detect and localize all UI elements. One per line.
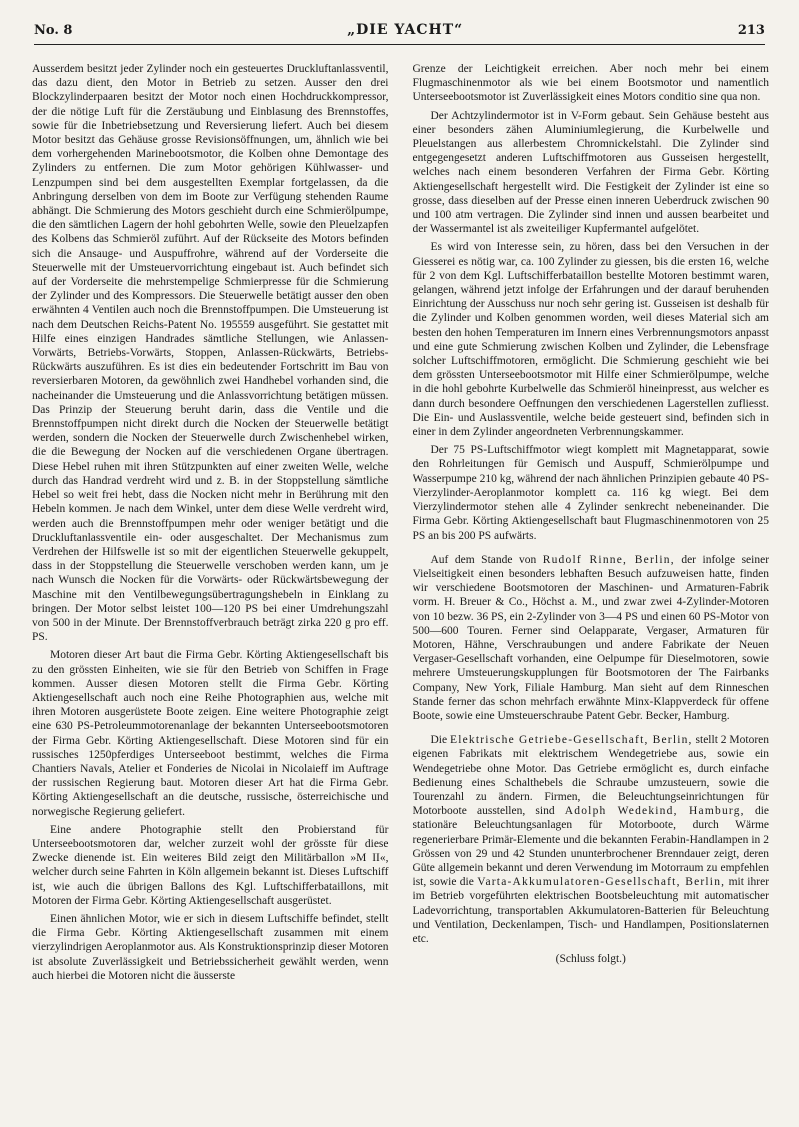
paragraph-body: die stationäre Beleuchtungsanlagen für Motorboote, durch Wärme regenerierbare Primär-Elemente und die bekannten Ferabin-Handlampen in 2 Grössen von 29 und 42 Stunden ununterbrochener Brenndauer zeigt, deren Güte allgemein bekannt und deren Verwendung im Motorraum zu empfehlen ist, sowie die [412, 805, 769, 889]
paragraph-lead: Die [430, 734, 448, 747]
paragraph: Ausserdem besitzt jeder Zylinder noch ein gesteuertes Druckluftanlassventil, das dazu dient, den Motor in Betrieb zu setzen. Ausser den drei Blockzylinderpaaren besitzt der Motor noch einen Hochdruckkompressor, der die nötige Luft für die Zerstäubung und Einblasung des Brennstoffes, sowie für die Inbetriebsetzung und Reversierung liefert. Auch bei diesem Motor besitzt das Gehäuse grosse Revisionsöffnungen, um, ähnlich wie bei dem vorhergehenden Marinebootsmotor, die Kolben ohne Demontage des Zylinders zu entfernen. Die zum Motor gehörigen Kühlwasser- und Lenzpumpen sind bei dem ausgestellten Exemplar fortgelassen, da die Anbringung derselben von dem im Boote zur Verfügung stehenden Raume abhängt. Die Schmierung des Motors geschieht durch eine Schmierölpumpe, die den sämtlichen Lagern der hohl gebohrten Welle, sowie den Pleuelzapfen des Kolbens das Schmieröl zuführt. Auf der Rückseite des Motors befinden sich die Ansauge- und Auspuffrohre, während auf der Vorderseite die Steuerwelle mit der Umsteuervorrichtung eingebaut ist. Auch befindet sich auf der Vorderseite die mehrstempelige Schmierpresse für die Schmierung der Zylinder und des Kompressors. Die Steuerwelle betätigt ausser den oben erwähnten 4 Ventilen auch noch die Brennstoffpumpen. Die Umsteuerung ist nach dem Deutschen Reichs-Patent No. 195559 ausgeführt. Sie gestattet mit Hilfe eines einzigen Handrades sämtliche Stellungen, wie Anlassen-Vorwärts, Betriebs-Vorwärts, Stoppen, Anlassen-Rückwärts, Betriebs-Rückwärts auszuführen. Es ist dies ein bedeutender Fortschritt im Bau von reversierbaren Motoren, da gewöhnlich zwei Handhebel vorhanden sind, die nacheinander die Umsteuerung und die Anlassvorrichtung betätigen müssen. Das Prinzip der Steuerung beruht darin, dass die Ventile und die Brennstoffpumpen nicht direkt durch die Nocken der Steuerwelle betätigt werden, sondern die Nocken der Steuerwelle durch Zwischenhebel wirken, die die Bewegung der Nocken auf die verschiedenen Organe übertragen. Diese Hebel ruhen mit ihren Stützpunkten auf einer zweiten Welle, welche durch das Handrad verdreht wird und z. B. in der Stoppstellung sämtliche Hebel so weit frei hebt, dass die Nocken nicht mehr in Berührung mit den Hebeln kommen. Je nach dem Winkel, unter dem diese Welle verdreht wird, werden auch die Brennstoffpumpen mehr oder weniger betätigt und die Druckluftanlassventile ein- oder ausgeschaltet. Der Mechanismus zum Verdrehen der Hilfswelle ist so mit der eigentlichen Steuerwelle gekuppelt, dass in der Stoppstellung die Steuerwelle verschoben werden kann, um je nach Wunsch die Nocken für die Vorwärts- oder Rückwärtsbewegung der Maschine mit den Ventilbewegungsübertragungshebeln in Einklang zu bringen. Der Motor selbst leistet 100—120 PS bei einer Umdrehungszahl von 500 in der Minute. Der Brennstoffverbrauch beträgt zirka 220 g pro eff. PS. [32, 63, 389, 644]
right-column [413, 62, 770, 1099]
paragraph: Es wird von Interesse sein, zu hören, dass bei den Versuchen in der Giesserei es nötig war, ca. 100 Zylinder zu giessen, bis die ersten 16, welche für 2 von dem Kgl. Luftschifferbataillon bestellte Motoren bestimmt waren, gelangen, während jetzt infolge der Erfahrungen und der darauf beruhenden Einrichtung der Ausschuss nur noch sehr gering ist. Gusseisen ist deshalb für die Zylinder und Kolben genommen worden, weil dieses Material sich am besten den hohen Temperaturen im Innern eines Verbrennungsmotors anpasst und eine gute Schmierung zwischen Kolben und Zylinder, die Lebensfrage solcher Luftschiffmotoren, ermöglicht. Die Schmierung geschieht wie bei dem grössten Unterseebootsmotor mit Hilfe einer Schmierölpumpe, welche in die hohl gebohrte Kurbelwelle das Schmieröl hineinpresst, aus welcher es dann durch besondere Oeffnungen den verschiedenen Lagerstellen zufliesst. Die Ein- und Auslassventile, welche beide gesteuert sind, befinden sich in einer in dem Zylinder angeordneten Verbrennungskammer. [412, 241, 769, 439]
paragraph [413, 733, 770, 946]
exhibitor-name: Adolph Wedekind, Hamburg, [564, 805, 745, 818]
paragraph-lead: Auf dem Stande von [430, 553, 537, 566]
page-number: 213 [737, 22, 765, 38]
issue-number: No. 8 [34, 22, 73, 38]
exhibitor-name: Elektrische Getriebe-Gesellschaft, Berlin, [450, 734, 693, 747]
paragraph: Einen ähnlichen Motor, wie er sich in diesem Luftschiffe befindet, stellt die Firma Gebr. Körting Aktiengesellschaft zusammen mit einem vierzylindrigen Aeroplanmotor aus. Als Konstruktionsprinzip dieser Motoren ist absolute Zuverlässigkeit und Betriebssicherheit gewählt werden, wenn auch hierbei die Motoren nicht die äusserste [32, 912, 389, 982]
paragraph: Der Achtzylindermotor ist in V-Form gebaut. Sein Gehäuse besteht aus einer besonders zähen Aluminiumlegierung, die Kurbelwelle und Pleuelstangen aus allerbestem Chromnickelstahl. Die Zylinder sind entgegengesetzt anderen Luftschiffmotoren aus Gusseisen hergestellt, welches nach einem besonderen Verfahren der Firma Gebr. Körting Aktiengesellschaft hergestellt wird. Die Festigkeit der Zylinder ist eine so grosse, dass dieselben auf der Presse einen inneren Ueberdruck zwischen 90 und 100 atm vertragen. Die Zylinder sind innen und aussen bearbeitet und der Wassermantel ist als zweiteiliger Kupfermantel aufgelötet. [412, 109, 769, 236]
exhibitor-name: Rudolf Rinne, Berlin, [542, 553, 675, 566]
paragraph: Der 75 PS-Luftschiffmotor wiegt komplett mit Magnetapparat, sowie den Rohrleitungen für Gemisch und Auspuff, Schmierölpumpe und Wasserpumpe 210 kg, während der nach ähnlichen Prinzipien gebaute 40 PS-Vierzylinder-Aeroplanmotor komplett ca. 116 kg wiegt. Bei dem Vierzylindermotor stehen alle 4 Zylinder senkrecht nebeneinander. Die Firma Gebr. Körting Aktiengesellschaft baut Flugmaschinenmotoren von 25 PS an bis 200 PS aufwärts. [412, 444, 769, 542]
paragraph: Grenze der Leichtigkeit erreichen. Aber noch mehr bei einem Flugmaschinenmotor als wie bei einem Bootsmotor und namentlich Unterseebootsmotor ist Zuverlässigkeit eines Motors conditio sine qua non. [412, 63, 769, 104]
paragraph-body: mit ihrer im Betrieb vorgeführten elektrischen Bootsbeleuchtung mit automatischer Ladevorrichtung, transportablen Akkumulatoren-Batterien für Beleuchtung und Ventilation, Deckenlampen, Tisch- und Handlampen, Positionslaternen etc. [412, 876, 769, 945]
paragraph-body: stellt 2 Motoren eigenen Fabrikats mit elektrischem Wendegetriebe aus, sowie ein Wendegetriebe ohne Motor. Das Getriebe ermöglicht es, durch einfache Bedienung eines Schalthebels die Schraube umzusteuern, sowie die Tourenzahl zu ändern. Firmen, die Beleuchtungseinrichtungen für Motorboote ausstellen, sind [412, 734, 769, 818]
paragraph: Eine andere Photographie stellt den Probierstand für Unterseebootsmotoren dar, welcher zurzeit wohl der grösste für diese Zwecke dienende ist. Ein weiteres Bild zeigt den Militärballon »M II«, welcher durch seine Fahrten in Köln allgemein bekannt ist. Dieses Luftschiff ist, wie auch die übrigen Ballons des Kgl. Luftschifferbataillons, mit Motoren der Firma Gebr. Körting Aktiengesellschaft ausgerüstet. [32, 823, 389, 907]
text-columns [32, 62, 769, 1099]
page-header [34, 18, 765, 45]
continuation-note: (Schluss folgt.) [555, 953, 626, 966]
left-column [32, 62, 389, 1099]
exhibitor-name: Varta-Akkumulatoren-Gesellschaft, Berlin, [477, 876, 726, 889]
journal-title: „DIE YACHT“ [347, 22, 464, 38]
paragraph [413, 553, 770, 723]
paragraph-body: der infolge seiner Vielseitigkeit einen besonders lebhaften Besuch aufzuweisen hatte, finden wir verschiedene Bootsmotoren der Maschinen- und Armaturen-Fabrik vorm. H. Breuer & Co., Höchst a. M., und zwar zwei 4-Zylinder-Motoren von 10 bezw. 36 PS, ein 2-Zylinder von 3—4 PS und einen 60 PS-Motor von 500—600 Touren. Ferner sind Oelapparate, Vergaser, Armaturen für Motoren, Hähne, Verschraubungen und andere Fabrikate der Neuen Vergaser-Gesellschaft vorhanden, eine Oelpumpe für Dieselmotoren, sowie mehrere Umsteuerungskupplungen für Bootsmotoren der The Fairbanks Company, New York, Filiale Hamburg. Man sieht auf dem Rinneschen Stande ferner das schon mehrfach erwähnte Minx-Klappverdeck für offene Boote, sowie eine Umsteuerschraube Patent Gebr. Becker, Hamburg. [412, 553, 769, 722]
paragraph: Motoren dieser Art baut die Firma Gebr. Körting Aktiengesellschaft bis zu den grössten Einheiten, wie sie für den Betrieb von Schiffen in Frage kommen. Ausser diesen Motoren stellt die Firma Gebr. Körting Aktiengesellschaft auch noch eine Reihe Photographien aus, welche mit ihren Motoren ausgerüstete Boote zeigen. Eine weitere Photographie zeigt eine 630 PS-Petroleummotorenanlage der bekannten Unterseebootsmotoren der Firma Gebr. Körting Aktiengesellschaft. Diese Motoren sind für ein russisches 1250pferdiges Unterseeboot bestimmt, welches die Firma Chantiers Navals, Atelier et Fonderies de Nicolai in Nicolaieff im Auftrage der russischen Regierung baut. Motoren dieser Art hat die Firma Gebr. Körting Aktiengesellschaft an die deutsche, russische, österreichische und norwegische Regierung geliefert. [32, 649, 389, 818]
